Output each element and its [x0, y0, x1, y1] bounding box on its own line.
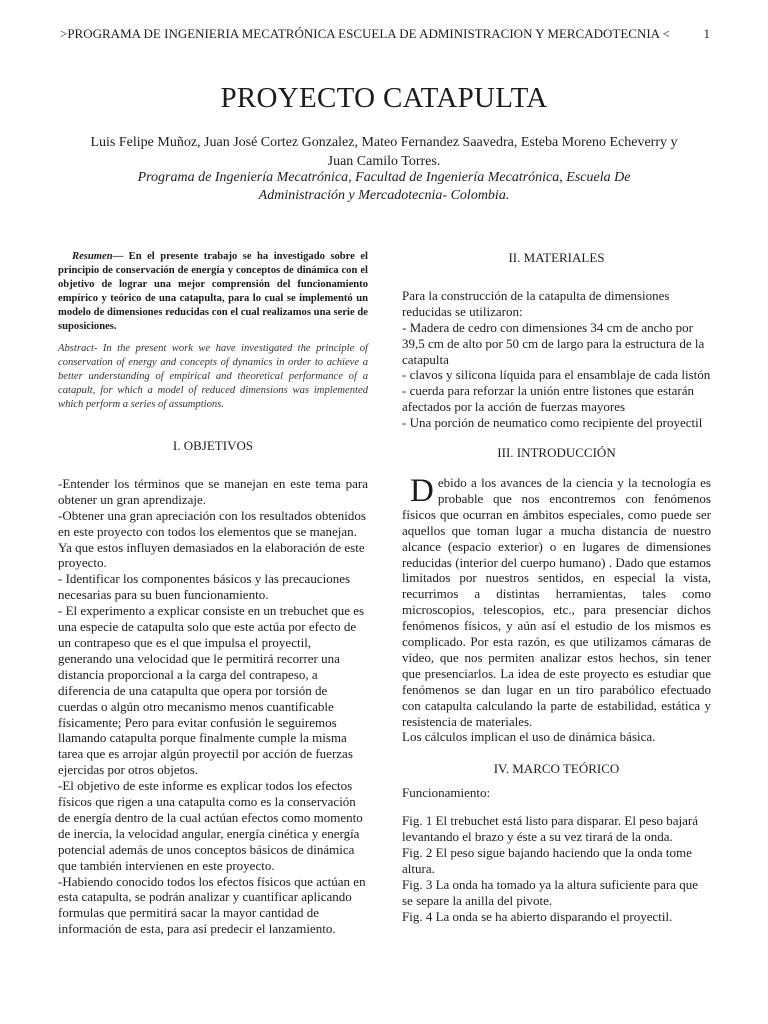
header-text: >PROGRAMA DE INGENIERIA MECATRÓNICA ESCUELA DE ADMINISTRACION Y MERCADOTECNIA <: [60, 26, 670, 41]
materiales-body: [402, 288, 711, 431]
figure-caption: Fig. 1 El trebuchet está listo para disparar. El peso bajará levantando el brazo y éste a su vez tirará de la onda.: [402, 813, 699, 845]
objetivos-paragraph: -Entender los términos que se manejan en este tema para obtener un gran aprendizaje.: [58, 475, 368, 507]
abstract-es-text: En el presente trabajo se ha investigado sobre el principio de conservación de energía y conceptos de dinámica con el objetivo de lograr una mejor comprensión del funcionamiento empírico y teórico de una catapulta, para lo cual se implementó un modelo de dimensiones reducidas con el cual realizamos una serie de suposiciones.: [58, 251, 368, 332]
objetivos-paragraph: -Obtener una gran apreciación con los resultados obtenidos en este proyecto con todos los elementos que se manejan. Ya que estos influyen demasiados en la elaboración de este proyecto.: [58, 507, 366, 571]
introduccion-text: ebido a los avances de la ciencia y la tecnología es probable que nos encontremos con fenómenos físicos que ocurran en ámbitos especiales, como puede ser aquellos que toman lugar a mucha distancia de nuestro alcance (espacio exterior) o en lugares de dimensiones reducidas (interior del cuerpo humano) . Dado que estamos limitados por nuestros sentidos, en especial la vista, recurrimos a distintas herramientas, tales como microscopios, telescopios, etc., para presenciar dichos fenómenos físicos, y aún así el estudio de los mismos es complicado. Por esta razón, es que utilizamos cámaras de vídeo, que nos permiten analizar estos hechos, sin tener que presenciarlos. La idea de este proyecto es estudiar que fenómenos se dan lugar en un tiro parabólico efectuado con catapulta calculando la parte de estabilidad, estática y resistencia de materiales.: [402, 474, 711, 729]
objetivos-paragraph: -Habiendo conocido todos los efectos físicos que actúan en esta catapulta, se podrán analizar y cuantificar aplicando formulas que permitirá sacar la mayor cantidad de información de esta, para así predecir el lanzamiento.: [58, 873, 366, 937]
affiliation: Programa de Ingeniería Mecatrónica, Facultad de Ingeniería Mecatrónica, Escuela De Administración y Mercadotecnia- Colombia.: [137, 170, 631, 203]
objetivos-paragraph: - Identificar los componentes básicos y las precauciones necesarias para su buen funcionamiento.: [58, 571, 351, 603]
objetivos-paragraph: -El objetivo de este informe es explicar todos los efectos físicos que rigen a una catapulta como es la conservación de energía dentro de la cual actúan efectos como momento de inercia, la velocidad angular, energía cinética y energía potencial además de unos conceptos básicos de dinámica que también intervienen en este proyecto.: [58, 778, 363, 873]
section-heading-marco: IV. MARCO TEÓRICO: [493, 761, 620, 777]
marco-intro: Funcionamiento:: [402, 785, 491, 801]
left-column: [58, 250, 368, 937]
figure-caption: Fig. 2 El peso sigue bajando haciendo que la onda tome altura.: [402, 845, 692, 876]
materiales-paragraph: Para la construcción de la catapulta de dimensiones reducidas se utilizaron:: [402, 287, 670, 319]
marco-body: [402, 785, 711, 924]
right-column: [402, 250, 711, 925]
materiales-paragraph: - Una porción de neumatico como recipiente del proyectil: [402, 415, 703, 431]
drop-cap: D: [410, 472, 434, 509]
objetivos-body: [58, 476, 368, 937]
running-header: [60, 26, 710, 42]
introduccion-body: [402, 472, 711, 745]
abstract-es-dash: —: [112, 251, 124, 262]
introduccion-paragraph: [402, 472, 711, 730]
authors: Luis Felipe Muñoz, Juan José Cortez Gonzalez, Mateo Fernandez Saavedra, Esteba Moreno Echeverry y Juan Camilo Torres.: [90, 135, 678, 169]
abstract-en: Abstract- In the present work we have investigated the principle of conservation of energy and concepts of dynamics in order to achieve a better understanding of empirical and theoretical performance of a catapult, for which a model of reduced dimensions was implemented which perform a series of assumptions.: [58, 343, 368, 410]
objetivos-paragraph: - El experimento a explicar consiste en un trebuchet que es una especie de catapulta solo que este actúa por efecto de un contrapeso que es el que impulsa el proyectil, generando una velocidad que le permitirá recorrer una distancia proporcional a la carga del contrapeso, a diferencia de una catapulta que opera por torsión de cuerdas o algún otro mecanismo menos cuantificable físicamente; Pero para evitar confusión le seguiremos llamando catapulta porque finalmente cumple la misma tarea que es arrojar algún proyectil por acción de fuerzas ejercidas por otros objetos.: [58, 603, 365, 778]
abstract-es: [58, 250, 368, 334]
paper-title: PROYECTO CATAPULTA: [220, 82, 548, 114]
materiales-paragraph: - clavos y silicona líquida para el ensamblaje de cada listón: [402, 367, 711, 383]
materiales-paragraph: - Madera de cedro con dimensiones 34 cm de ancho por 39,5 cm de alto por 50 cm de largo para la estructura de la catapulta: [402, 319, 705, 367]
page-number: 1: [703, 26, 710, 41]
section-heading-materiales: II. MATERIALES: [508, 250, 605, 265]
introduccion-last-line: Los cálculos implican el uso de dinámica básica.: [402, 729, 656, 745]
figure-caption: Fig. 4 La onda se ha abierto disparando el proyectil.: [402, 908, 673, 924]
materiales-paragraph: - cuerda para reforzar la unión entre listones que estarán afectados por la acción de fuerzas mayores: [402, 383, 694, 415]
section-heading-objetivos: I. OBJETIVOS: [172, 438, 254, 453]
abstract-es-label: Resumen: [72, 251, 113, 262]
section-heading-introduccion: III. INTRODUCCIÓN: [497, 445, 616, 461]
figure-caption: Fig. 3 La onda ha tomado ya la altura suficiente para que se separe la anilla del pivote.: [402, 876, 699, 908]
